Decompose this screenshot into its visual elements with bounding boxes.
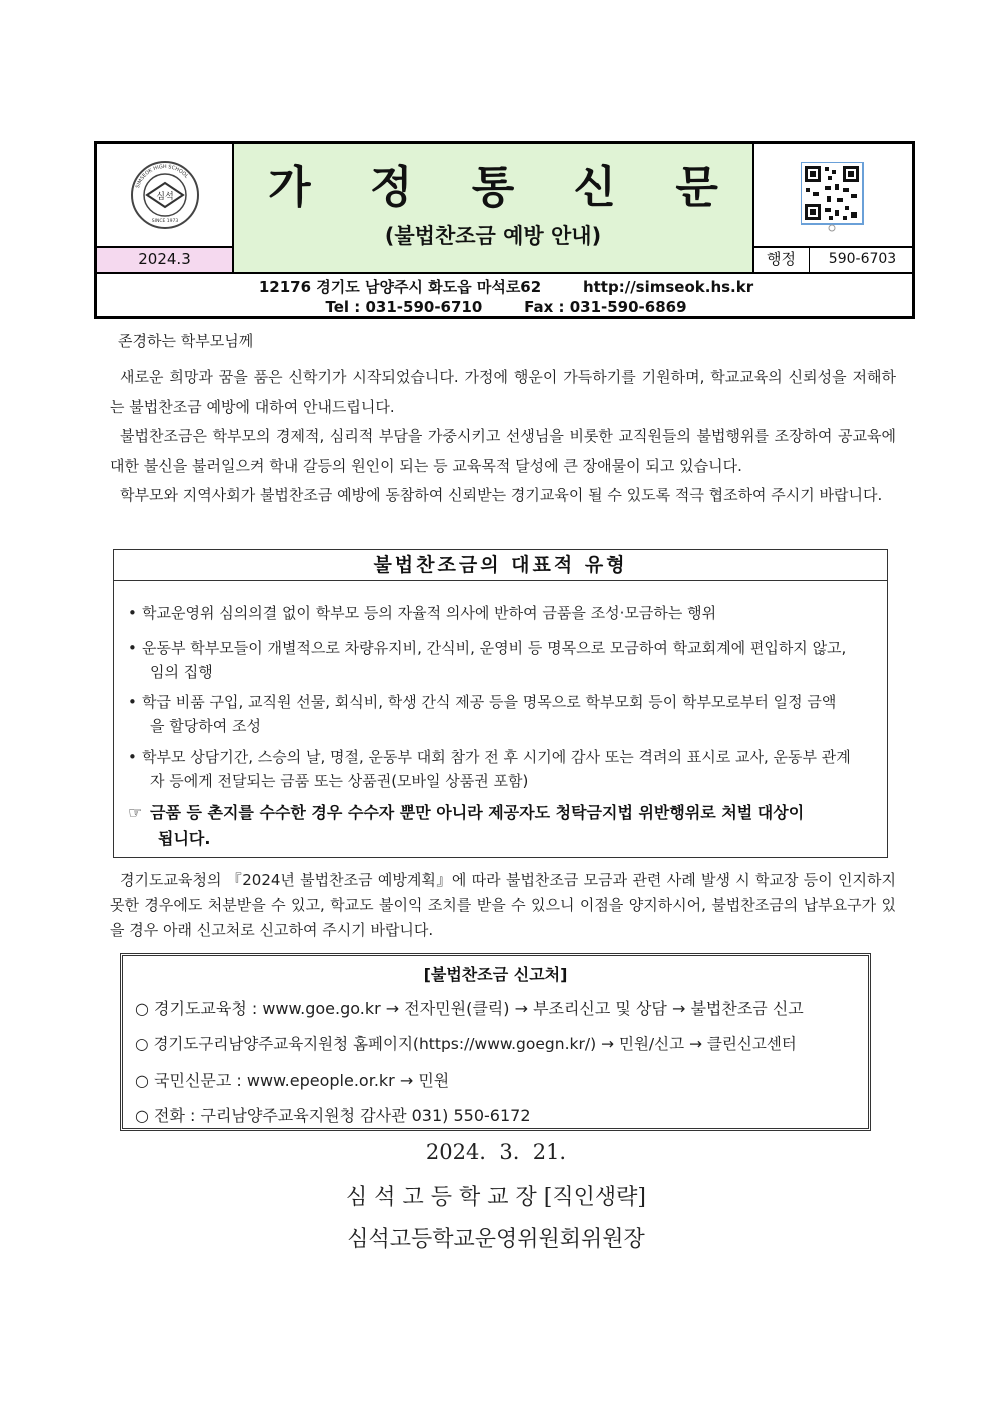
paragraph-intro: 새로운 희망과 꿈을 품은 신학기가 시작되었습니다. 가정에 행운이 가득하기를 기원하며, 학교교육의 신뢰성을 저해하는 불법찬조금 예방에 대하여 안내드립니다. — [110, 368, 896, 416]
logo-text: 심석 — [156, 192, 174, 202]
title-cell — [234, 144, 754, 272]
warning-text: 금품 등 촌지를 수수한 경우 수수자 뿐만 아니라 제공자도 청탁금지법 위반행위로 처벌 대상이 — [150, 803, 805, 822]
type-item — [128, 745, 870, 793]
report-heading: [불법찬조금 신고처] — [423, 965, 568, 984]
type-item-text-cont: 을 할당하여 조성 — [150, 717, 261, 735]
type-item-text: 학교운영위 심의의결 없이 학부모 등의 자율적 의사에 반하여 금품을 조성·모금하는 행위 — [142, 604, 717, 622]
paragraph-request: 학부모와 지역사회가 불법찬조금 예방에 동참하여 신뢰받는 경기교육이 될 수 있도록 적극 협조하여 주시기 바랍니다. — [120, 486, 883, 504]
types-box — [113, 549, 888, 858]
address-line: 12176 경기도 남양주시 화도읍 마석로62 http://simseok.hs.kr — [258, 278, 754, 296]
report-item-phone: ○ 전화 : 구리남양주교육지원청 감사관 031) 550-6172 — [135, 1106, 531, 1125]
dept-label: 행정 — [754, 246, 810, 272]
greeting: 존경하는 학부모님께 — [118, 332, 254, 350]
logo-cell — [97, 144, 234, 246]
type-item-text: 학급 비품 구입, 교직원 선물, 회식비, 학생 간식 제공 등을 명목으로 학부모회 등이 학부모로부터 일정 금액 — [142, 693, 837, 711]
report-item-goe: ○ 경기도교육청 : www.goe.go.kr → 전자민원(클릭) → 부조리신고 및 상담 → 불법찬조금 신고 — [135, 999, 804, 1018]
type-item — [128, 601, 870, 625]
types-heading: 불법찬조금의 대표적 유형 — [114, 550, 887, 581]
logo-ring-text: SIMSEOK HIGH SCHOOL — [134, 163, 190, 189]
type-item-text: 학부모 상담기간, 스승의 날, 명절, 운동부 대회 참가 전 후 시기에 감사 또는 격려의 표시로 교사, 운동부 관계 — [142, 748, 851, 766]
closing-date: 2024. 3. 21. — [425, 1140, 567, 1164]
report-box — [120, 953, 871, 1131]
bullet-icon: • — [128, 693, 137, 711]
contact-line: Tel : 031-590-6710 Fax : 031-590-6869 — [325, 298, 687, 316]
page-title: 가 정 통 신 문 — [268, 162, 740, 213]
signer-committee: 심석고등학교운영위원회위원장 — [347, 1227, 645, 1252]
paragraph-harm: 불법찬조금은 학부모의 경제적, 심리적 부담을 가중시키고 선생님을 비롯한 교직원들의 불법행위를 조장하여 공교육에 대한 불신을 불러일으켜 학내 갈등의 원인이 되는 등 교육목적 달성에 큰 장애물이 되고 있습니다. — [110, 427, 896, 475]
report-item-goegn: ○ 경기도구리남양주교육지원청 홈페이지(https://www.goegn.kr/) → 민원/신고 → 클린신고센터 — [135, 1035, 797, 1053]
dept-phone: 590-6703 — [810, 246, 915, 272]
address-block — [97, 272, 915, 319]
warning-text-cont: 됩니다. — [158, 829, 211, 848]
type-item — [128, 690, 870, 738]
signer-principal: 심 석 고 등 학 교 장 [직인생략] — [346, 1185, 646, 1210]
bullet-icon: • — [128, 639, 137, 657]
pointing-hand-icon: ☞ — [128, 803, 143, 822]
type-item-text: 운동부 학부모들이 개별적으로 차량유지비, 간식비, 운영비 등 명목으로 모금하여 학교회계에 편입하지 않고, — [142, 639, 847, 657]
qr-cell — [754, 144, 915, 246]
type-item-text-cont: 임의 집행 — [150, 663, 213, 681]
issue-date: 2024.3 — [97, 246, 234, 272]
page-subtitle: (불법찬조금 예방 안내) — [384, 224, 602, 248]
report-item-epeople: ○ 국민신문고 : www.epeople.or.kr → 민원 — [135, 1071, 450, 1090]
type-item-text-cont: 자 등에게 전달되는 금품 또는 상품권(모바일 상품권 포함) — [150, 772, 529, 790]
bullet-icon: • — [128, 748, 137, 766]
bullet-icon: • — [128, 604, 137, 622]
logo-since: SINCE 1973 — [151, 219, 179, 224]
qr-code-icon — [801, 162, 871, 232]
paragraph-notice: 경기도교육청의 『2024년 불법찬조금 예방계획』에 따라 불법찬조금 모금과 관련 사례 발생 시 학교장 등이 인지하지 못한 경우에도 처분받을 수 있고, 학교도 불이익 조치를 받을 수 있으니 이점을 양지하시어, 불법찬조금의 납부요구가 있을 경우 아래 신고처로 신고하여 주시기 바랍니다. — [110, 871, 896, 939]
type-item — [128, 636, 870, 684]
school-logo — [97, 144, 234, 244]
warning-note — [128, 800, 870, 852]
header-table — [94, 141, 915, 319]
